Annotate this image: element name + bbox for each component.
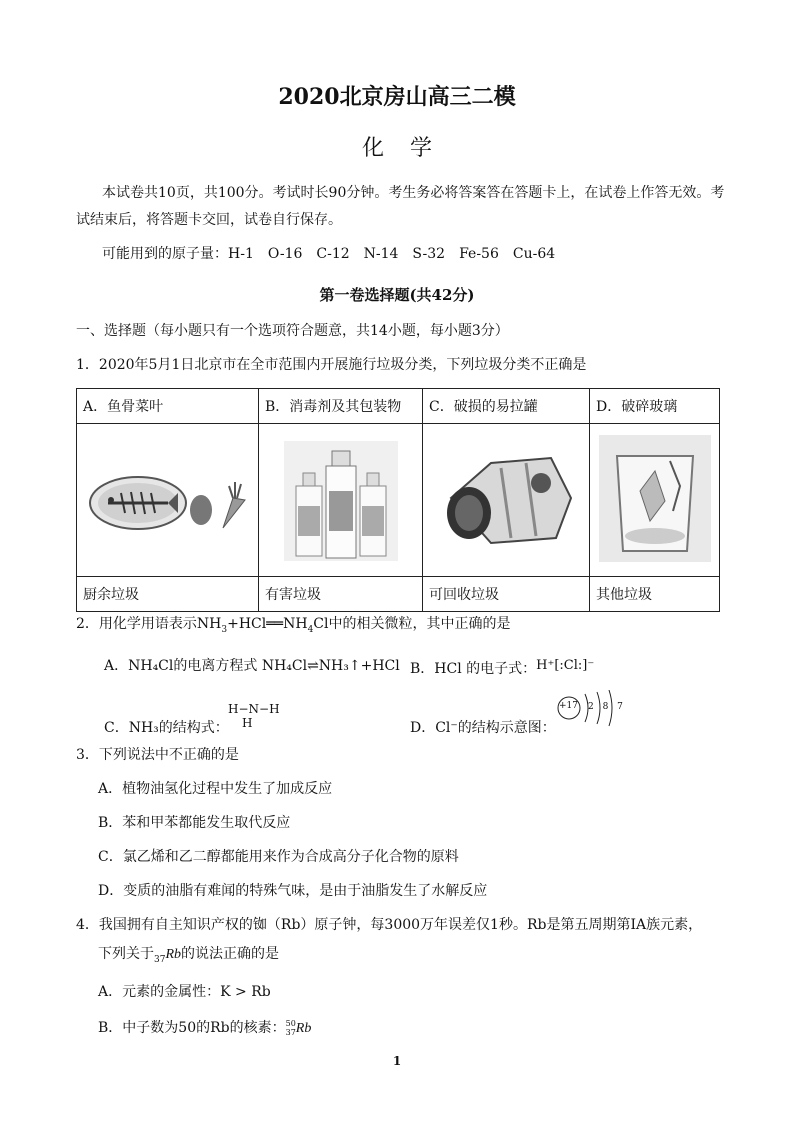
q2-option-c: C．NH₃的结构式： [104,720,229,736]
intro-line-2: 试结束后，将答题卡交回，试卷自行保存。 [76,212,342,228]
q1-header-c: C．破损的易拉罐 [423,389,590,424]
nh3-structure-top: H−N−H [228,702,280,716]
q3-option-d: D．变质的油脂有难闻的特殊气味，是由于油脂发生了水解反应 [98,883,488,899]
q1-category-d: 其他垃圾 [590,577,720,612]
cl-shell-electrons: 2 8 7 [588,702,623,712]
part1-heading: 一、选择题（每小题只有一个选项符合题意，共14小题，每小题3分） [76,323,509,339]
section-title: 第一卷选择题(共42分) [319,286,475,304]
q1-table [76,388,720,612]
q3-stem: 3．下列说法中不正确的是 [76,747,239,763]
q2-option-d: D．Cl⁻的结构示意图： [410,720,556,736]
page-number: 1 [392,1054,402,1068]
q4-option-a: A．元素的金属性：K > Rb [98,984,271,1000]
q1-category-b: 有害垃圾 [259,577,423,612]
q1-category-a: 厨余垃圾 [77,577,259,612]
crushed-can-image [423,424,590,577]
q1-category-c: 可回收垃圾 [423,577,590,612]
intro-line-1: 本试卷共10页，共100分。考试时长90分钟。考生务必将答案答在答题卡上，在试卷上作答无效。考 [102,185,725,201]
q2-option-b: B．HCl 的电子式：H⁺[:Cl:]⁻ [410,658,595,677]
q1-header-b: B．消毒剂及其包装物 [259,389,423,424]
nh3-structure-bottom: H [242,716,253,730]
q3-option-a: A．植物油氢化过程中发生了加成反应 [98,781,333,797]
fish-bone-vegetable-image [77,424,259,577]
q4-stem-line-1: 4．我国拥有自主知识产权的铷（Rb）原子钟，每3000万年误差仅1秒。Rb是第五周期第ⅠA族元素， [76,917,703,933]
q4-option-b: B．中子数为50的Rb的核素：50 37Rb [98,1019,312,1037]
q4-stem-line-2: 下列关于$_{37}$Rb的说法正确的是 [98,946,280,965]
q1-stem: 1．2020年5月1日北京市在全市范围内开展施行垃圾分类，下列垃圾分类不正确是 [76,357,587,373]
q3-option-c: C．氯乙烯和乙二醇都能用来作为合成高分子化合物的原料 [98,849,459,865]
q3-option-b: B．苯和甲苯都能发生取代反应 [98,815,291,831]
q1-header-a: A．鱼骨菜叶 [77,389,259,424]
q1-header-d: D．破碎玻璃 [590,389,720,424]
broken-glass-image [590,424,720,577]
q2-option-a: A．NH₄Cl的电离方程式 NH₄Cl⇌NH₃↑+HCl [104,658,400,674]
cl-nucleus-label: +17 [559,701,578,711]
disinfectant-bottles-image [259,424,423,577]
page-title: 2020北京房山高三二模 [278,84,516,110]
subject-title: 化学 [361,136,458,161]
atomic-mass-line: 可能用到的原子量：H-1 O-16 C-12 N-14 S-32 Fe-56 Cu-64 [102,246,556,262]
hcl-electron-formula: H⁺[:Cl:]⁻ [536,658,595,673]
q2-stem: 2．用化学用语表示$NH_3+HCl══NH_4Cl$中的相关微粒，其中正确的是 [76,616,511,635]
